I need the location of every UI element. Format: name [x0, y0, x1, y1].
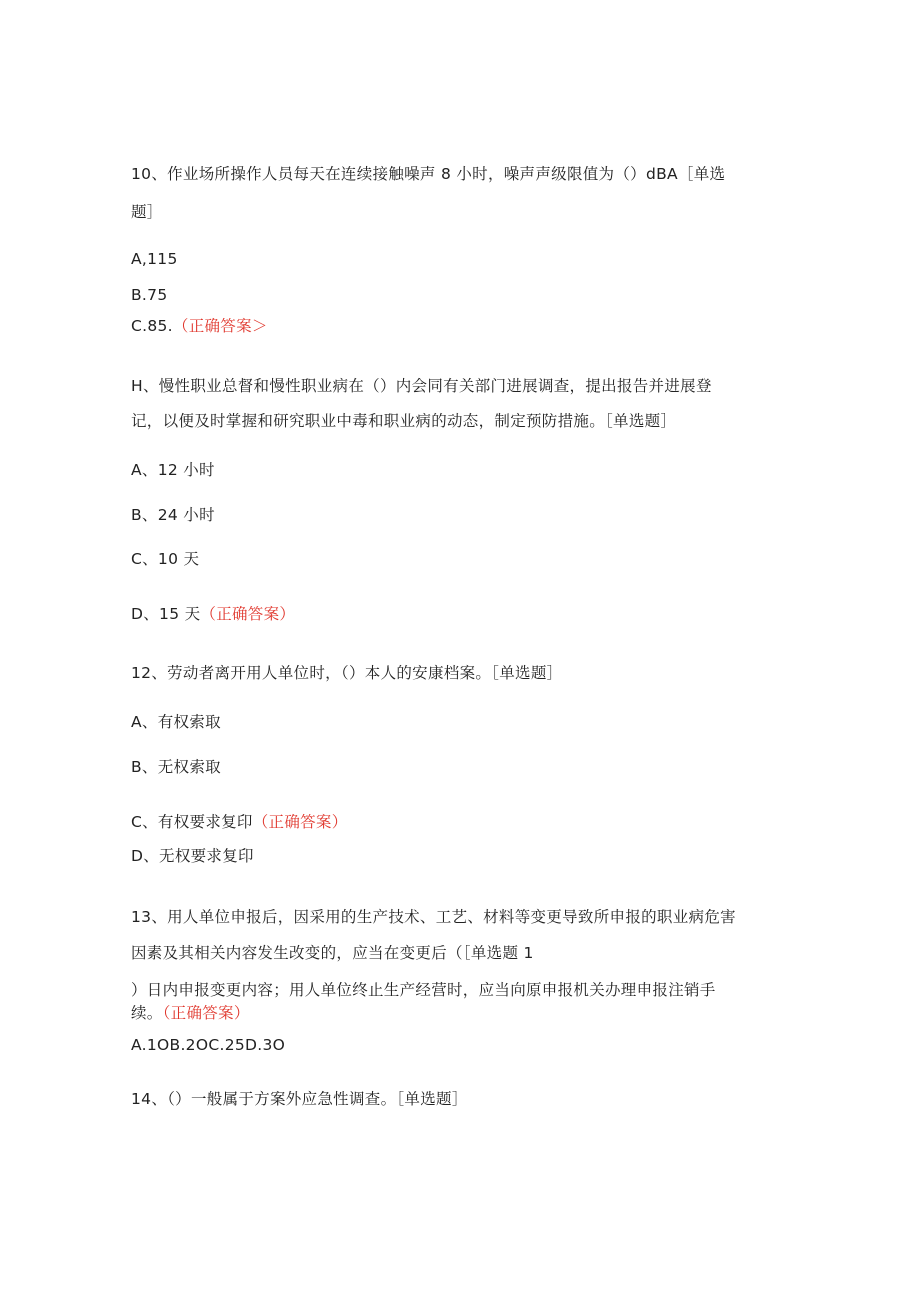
question-13-answer-line: [131, 1003, 250, 1023]
correct-answer-mark: （正确答案）: [200, 605, 296, 623]
question-13-text-line-1: 13、用人单位申报后，因采用的生产技术、工艺、材料等变更导致所申报的职业病危害: [131, 908, 736, 926]
question-13-options: A.1OB.2OC.25D.3O: [131, 1036, 286, 1054]
question-12-text-line-1: 12、劳动者离开用人单位时，（）本人的安康档案。［单选题］: [131, 664, 563, 682]
question-10-text-line-1: 10、作业场所操作人员每天在连续接触噪声 8 小时，噪声声级限值为（）dBA［单选: [131, 165, 726, 183]
question-11-text-line-2: 记，以便及时掌握和研究职业中毒和职业病的动态，制定预防措施。［单选题］: [131, 412, 677, 430]
question-12-option-a: A、有权索取: [131, 713, 221, 731]
question-11-option-c: C、10 天: [131, 550, 200, 568]
correct-answer-mark: （正确答案）: [252, 813, 348, 831]
question-13-text-line-2: 因素及其相关内容发生改变的，应当在变更后（［单选题 1: [131, 944, 534, 962]
question-10-option-b: B.75: [131, 286, 168, 304]
correct-answer-mark: （正确答案）: [162, 1004, 250, 1022]
question-11-option-d: [131, 604, 295, 624]
question-12-option-b: B、无权索取: [131, 758, 221, 776]
question-12-option-c: [131, 812, 348, 832]
question-14-text-line-1: 14、（）一般属于方案外应急性调查。［单选题］: [131, 1090, 468, 1108]
option-text: C.85.: [131, 317, 173, 335]
question-11-option-a: A、12 小时: [131, 461, 215, 479]
question-11-text-line-1: H、慢性职业总督和慢性职业病在（）内会同有关部门进展调查，提出报告并进展登: [131, 377, 712, 395]
option-text: C、有权要求复印: [131, 813, 253, 831]
question-13-text-line-3: ）日内申报变更内容；用人单位终止生产经营时，应当向原申报机关办理申报注销手: [131, 981, 716, 999]
correct-answer-mark: （正确答案＞: [172, 317, 268, 335]
question-11-option-b: B、24 小时: [131, 506, 215, 524]
question-10-option-a: A,115: [131, 250, 178, 268]
question-10-text-line-2: 题］: [131, 203, 163, 221]
question-12-option-d: D、无权要求复印: [131, 847, 254, 865]
question-10-option-c: [131, 316, 268, 336]
option-text: D、15 天: [131, 605, 201, 623]
answer-line-text: 续。: [131, 1004, 163, 1022]
